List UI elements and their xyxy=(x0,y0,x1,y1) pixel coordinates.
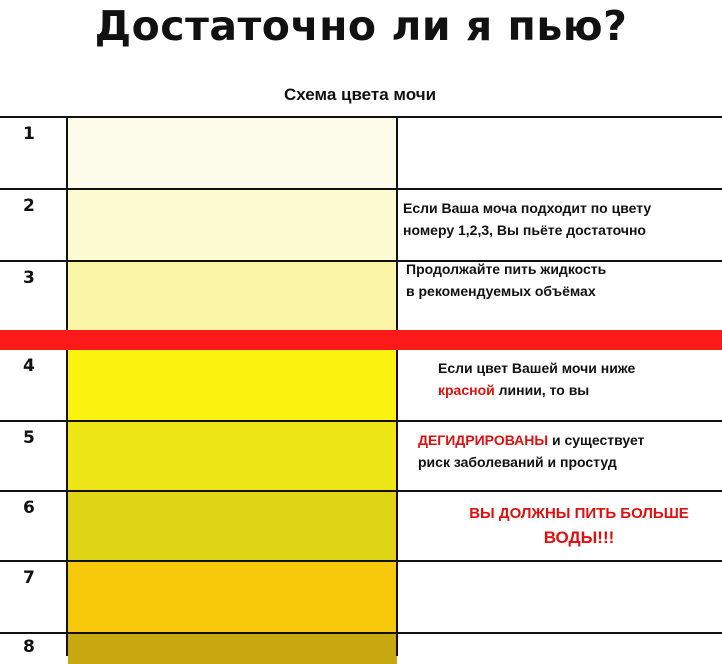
dehydrated-word: ДЕГИДРИРОВАНЫ xyxy=(418,432,549,448)
note-line: Если цвет Вашей мочи ниже xyxy=(438,360,636,376)
row-divider xyxy=(0,632,722,634)
page-title: Достаточно ли я пью? xyxy=(94,2,628,50)
row-number: 3 xyxy=(23,268,35,288)
note-line: Продолжайте пить жидкость xyxy=(406,261,607,277)
color-swatch-4 xyxy=(68,350,397,420)
row-number: 5 xyxy=(23,428,35,448)
row-number: 4 xyxy=(23,356,35,376)
color-swatch-3 xyxy=(68,262,397,330)
note-line: ВЫ ДОЛЖНЫ ПИТЬ БОЛЬШЕ xyxy=(469,505,689,522)
row-divider xyxy=(0,560,722,562)
row-divider xyxy=(0,188,722,190)
column-divider xyxy=(396,116,398,656)
color-swatch-5 xyxy=(68,422,397,490)
color-swatch-1 xyxy=(68,118,397,188)
red-threshold-line xyxy=(0,330,722,350)
note-line xyxy=(438,379,635,401)
note-line: риск заболеваний и простуд xyxy=(418,454,617,470)
row-number: 1 xyxy=(23,124,35,144)
row-divider xyxy=(0,260,722,262)
note-line: Если Ваша моча подходит по цвету xyxy=(403,200,652,216)
note-continue-drinking xyxy=(406,258,606,302)
note-line-rest: линии, то вы xyxy=(494,382,590,398)
row-divider xyxy=(0,420,722,422)
row-number: 2 xyxy=(23,196,35,216)
note-good-hydration xyxy=(403,197,651,241)
chart-subtitle: Схема цвета мочи xyxy=(283,85,437,104)
color-swatch-2 xyxy=(68,190,397,260)
note-line xyxy=(418,429,644,451)
note-drink-more xyxy=(434,502,722,550)
color-swatch-7 xyxy=(68,562,397,632)
note-below-red-line xyxy=(438,357,635,401)
column-divider xyxy=(66,116,68,656)
row-number: 8 xyxy=(23,637,35,657)
red-word: красной xyxy=(438,382,495,398)
note-line: ВОДЫ!!! xyxy=(543,528,615,547)
color-swatch-6 xyxy=(68,492,397,560)
color-swatch-8 xyxy=(68,634,397,664)
note-line: номеру 1,2,3, Вы пьёте достаточно xyxy=(403,222,646,238)
note-line: в рекомендуемых объёмах xyxy=(406,283,596,299)
row-number: 6 xyxy=(23,498,35,518)
note-line-rest: и существует xyxy=(548,432,645,448)
row-number: 7 xyxy=(23,568,35,588)
urine-color-chart xyxy=(0,116,722,656)
row-divider xyxy=(0,490,722,492)
row-divider xyxy=(0,116,722,118)
note-dehydrated xyxy=(418,429,644,473)
